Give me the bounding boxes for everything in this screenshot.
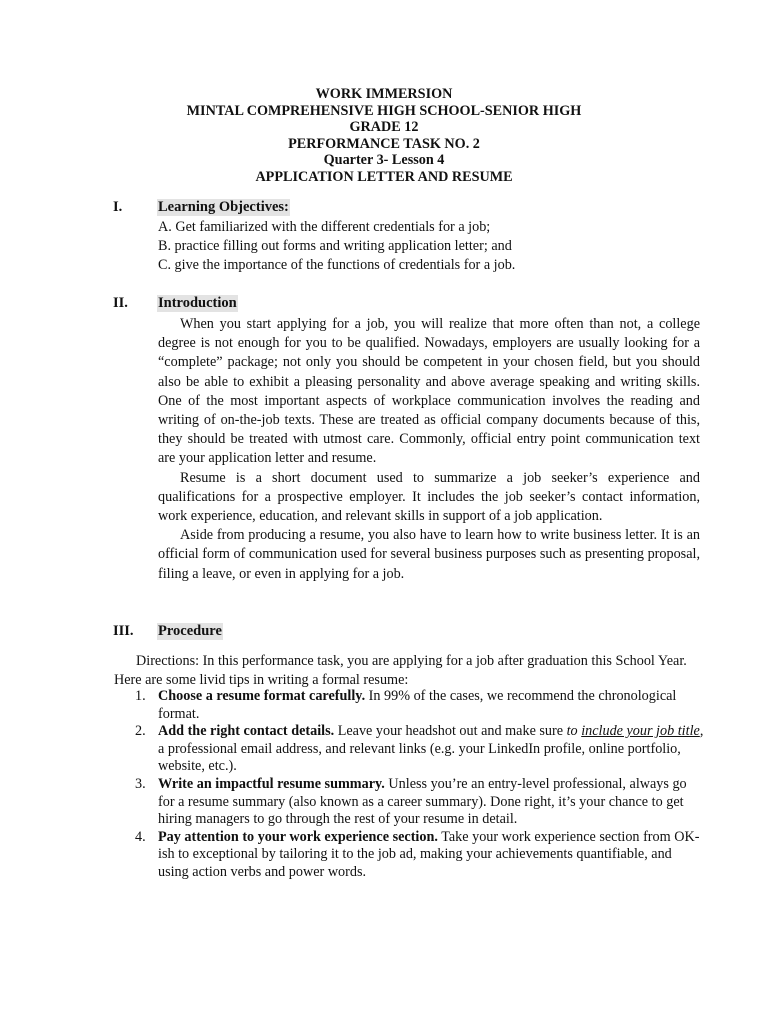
objective-item: A. Get familiarized with the different credentials for a job; [158, 219, 491, 235]
intro-paragraph: When you start applying for a job, you will realize that more often than not, a college degree is not enough for you to be qualified. Nowadays, employers are usually looking for a “complete” package; not only you should be competent in your chosen field, but you should also be able to exhibit a pleasing personality and above average speaking and writing skills. One of the most important aspects of workplace communication involves the reading and writing of on-the-job texts. These are treated as official company documents because of this, they should be treated with utmost care. Commonly, official entry point communication text are your application letter and resume. [158, 316, 700, 467]
list-item [114, 688, 704, 723]
section-1-numeral: I. [113, 199, 123, 215]
tip-text: Unless you’re an entry-level professional, always go for a resume summary (also known as a career summary). Done right, it’s your chance to get hiring managers to go through the rest of your resume in detail. [158, 775, 687, 828]
tip-heading: Write an impactful resume summary. [158, 775, 385, 792]
introduction-body [158, 315, 700, 584]
header-quarter: Quarter 3- Lesson 4 [323, 152, 445, 169]
tip-text: In 99% of the cases, we recommend the chronological format. [158, 688, 677, 722]
tip-number: 3. [135, 775, 146, 792]
section-3-title: Procedure [158, 623, 222, 639]
section-2-numeral: II. [113, 295, 128, 311]
list-item [114, 723, 704, 776]
header-school: MINTAL COMPREHENSIVE HIGH SCHOOL-SENIOR HIGH [186, 102, 582, 119]
tip-text: Take your work experience section from OK-ish to exceptional by tailoring it to the job ad, making your achievements quantifiable, and using action verbs and power words. [158, 828, 700, 880]
section-1-title: Learning Objectives: [158, 199, 289, 215]
tip-text: , a professional email address, and relevant links (e.g. your LinkedIn profile, online portfolio, website, etc.). [158, 723, 704, 775]
tip-number: 4. [135, 828, 146, 845]
section-3-numeral: III. [113, 623, 134, 639]
list-item [114, 829, 704, 882]
objective-item: C. give the importance of the functions of credentials for a job. [158, 257, 516, 274]
tip-italic-text: to [566, 723, 582, 740]
list-item [114, 776, 704, 829]
header-subject: WORK IMMERSION [315, 86, 453, 102]
section-2-title: Introduction [158, 295, 237, 311]
tip-text: Leave your headshot out and make sure [334, 723, 567, 740]
resume-tips-list [114, 688, 704, 882]
objective-item: B. practice filling out forms and writing application letter; and [158, 238, 512, 255]
tip-heading: Choose a resume format carefully. [158, 688, 366, 704]
intro-paragraph: Resume is a short document used to summarize a job seeker’s experience and qualifications for a prospective employer. It includes the job seeker’s contact information, work experience, education, and relevant skills in support of a job application. [158, 469, 700, 525]
tip-heading: Pay attention to your work experience section. [158, 828, 438, 845]
tip-number: 2. [135, 723, 146, 740]
document-header [0, 86, 768, 186]
header-task: PERFORMANCE TASK NO. 2 [288, 135, 480, 152]
learning-objectives-list [158, 218, 700, 276]
tip-number: 1. [135, 688, 146, 704]
procedure-directions: Directions: In this performance task, you are applying for a job after graduation this School Year. Here are some livid tips in writing a formal resume: [114, 653, 687, 688]
tip-heading: Add the right contact details. [158, 723, 335, 740]
intro-paragraph: Aside from producing a resume, you also have to learn how to write business letter. It is an official form of communication used for several business purposes such as presenting proposal, filing a leave, or even in applying for a job. [158, 527, 700, 582]
header-grade: GRADE 12 [349, 119, 419, 136]
header-topic: APPLICATION LETTER AND RESUME [255, 168, 513, 185]
link-text[interactable]: include your job title [581, 723, 700, 740]
include-job-title-link[interactable] [581, 723, 700, 739]
